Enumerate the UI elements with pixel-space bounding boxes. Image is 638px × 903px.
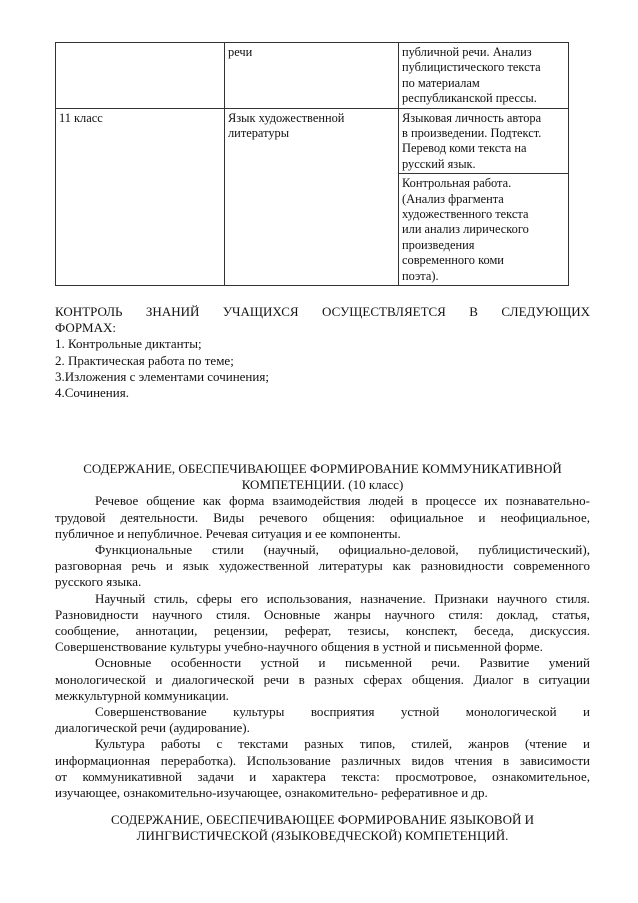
word: Разновидности — [55, 606, 139, 622]
word: научного — [497, 590, 548, 606]
word: в — [503, 752, 510, 768]
word: устной — [260, 655, 300, 671]
word: сферах — [363, 671, 403, 687]
topic-cell — [225, 108, 399, 285]
control-heading — [55, 304, 590, 320]
word: рецензии, — [213, 623, 269, 639]
cell-line: русский язык. — [402, 156, 476, 171]
table-row — [56, 43, 569, 109]
word: разновидности — [420, 558, 504, 574]
word: познавательно- — [505, 493, 590, 509]
word: стиля: — [448, 606, 483, 622]
cell-line: Перевод коми текста на — [402, 141, 527, 156]
word: дискуссия. — [530, 623, 590, 639]
word: общение — [146, 493, 195, 509]
paragraph-line: диалогической речи (аудирование). — [55, 720, 250, 736]
word: Речевое — [95, 493, 139, 509]
word: стили — [211, 542, 244, 558]
grade-cell — [56, 43, 225, 109]
word: конспект, — [405, 623, 458, 639]
word: ситуации — [538, 671, 590, 687]
word: восприятия — [310, 704, 375, 720]
word: с — [216, 736, 223, 752]
word: УЧАЩИХСЯ — [222, 304, 299, 319]
control-heading-end: ФОРМАХ: — [55, 320, 116, 336]
word: переработка). — [160, 752, 237, 768]
content-cell — [399, 174, 569, 286]
section-linguistic — [55, 812, 590, 844]
word: неофициальное, — [500, 509, 590, 525]
word: В — [469, 304, 478, 319]
cell-line: или анализ лирического — [402, 222, 529, 237]
word: как — [392, 558, 411, 574]
cell-line: в произведении. Подтекст. — [402, 126, 542, 141]
word: деятельности. — [120, 509, 199, 525]
word: научного — [384, 606, 435, 622]
word: общения: — [322, 509, 375, 525]
cell-line: Контрольная работа. — [402, 176, 512, 191]
word: ОСУЩЕСТВЛЯЕТСЯ — [322, 304, 446, 319]
list-item: 4.Сочинения. — [55, 385, 129, 401]
word: речь — [131, 558, 156, 574]
word: в — [523, 671, 530, 687]
word: Совершенствование — [95, 704, 207, 720]
word: в — [298, 671, 305, 687]
word: и — [165, 558, 173, 574]
cell-line: литературы — [228, 126, 290, 141]
word: людей — [368, 493, 404, 509]
word: характера — [271, 768, 326, 784]
word: и — [478, 509, 486, 525]
word: и — [249, 768, 257, 784]
word: Основные — [263, 606, 321, 622]
word: разных — [314, 671, 354, 687]
word: Использование — [246, 752, 331, 768]
word: речи — [263, 671, 290, 687]
word: научного — [152, 606, 203, 622]
word: как — [202, 493, 222, 509]
word: сообщение, — [55, 623, 120, 639]
word: беседа, — [474, 623, 514, 639]
word: Научный — [95, 590, 146, 606]
paragraph-line: публичное и непубличное. Речевая ситуация и ее компоненты. — [55, 525, 401, 541]
word: особенности — [170, 655, 242, 671]
grade-cell — [56, 108, 225, 285]
word: и — [582, 736, 590, 752]
word: СЛЕДУЮЩИХ — [501, 304, 590, 319]
paragraph-line — [55, 655, 590, 671]
cell-line: Язык художественной — [228, 110, 345, 125]
paragraph-line — [55, 493, 590, 509]
word: взаимодействия — [272, 493, 361, 509]
paragraph-line — [55, 623, 590, 639]
section-title: ЛИНГВИСТИЧЕСКОЙ (ЯЗЫКОВЕДЧЕСКОЙ) КОМПЕТЕНЦИЙ. — [136, 828, 509, 844]
word: стиля. — [216, 606, 251, 622]
word: использования, — [266, 590, 352, 606]
word: сферы — [196, 590, 233, 606]
section-title: СОДЕРЖАНИЕ, ОБЕСПЕЧИВАЮЩЕЕ ФОРМИРОВАНИЕ КОММУНИКАТИВНОЙ — [83, 461, 562, 476]
word: Основные — [95, 655, 152, 671]
word: умений — [548, 655, 590, 671]
paragraph-line: изучающее, ознакомительно-изучающее, ознакомительно- реферативное и др. — [55, 785, 488, 801]
word: художественной — [218, 558, 309, 574]
content-cell — [399, 108, 569, 174]
word: и — [155, 671, 163, 687]
word: КОНТРОЛЬ — [55, 304, 123, 319]
cell-line: современного коми — [402, 253, 504, 268]
cell-line: республиканской прессы. — [402, 91, 537, 106]
word: Развитие — [479, 655, 530, 671]
word: реферат, — [284, 623, 332, 639]
section-title: КОМПЕТЕНЦИИ. (10 класс) — [241, 477, 404, 493]
cell-line: публичной речи. Анализ — [402, 45, 532, 59]
word: и — [318, 655, 326, 671]
paragraph-line: межкультурной коммуникации. — [55, 687, 229, 703]
word: Функциональные — [95, 542, 193, 558]
word: стиль, — [153, 590, 188, 606]
word: официальное — [390, 509, 464, 525]
word: письменной — [344, 655, 412, 671]
word: монологической — [55, 671, 146, 687]
word: чтения — [454, 752, 493, 768]
word: ознакомительное, — [492, 768, 590, 784]
word: информационная — [55, 752, 151, 768]
word: речи. — [431, 655, 461, 671]
word: различных — [341, 752, 401, 768]
cell-line: произведения — [402, 237, 475, 252]
word: видов — [411, 752, 444, 768]
word: просмотровое, — [395, 768, 477, 784]
word: публицистический), — [478, 542, 590, 558]
paragraph-line — [55, 591, 590, 607]
cell-line: публицистического текста — [402, 60, 541, 75]
section-communicative — [55, 461, 590, 801]
word: в — [411, 493, 418, 509]
cell-line: речи — [228, 45, 253, 59]
cell-line: 11 класс — [59, 110, 103, 125]
table-row — [56, 108, 569, 174]
word: доклад, — [496, 606, 539, 622]
paragraph-line — [55, 607, 590, 623]
list-item: 2. Практическая работа по теме; — [55, 352, 234, 368]
paragraph-line — [55, 753, 590, 769]
word: литературы — [318, 558, 383, 574]
word: статья, — [552, 606, 590, 622]
word: коммуникативной — [82, 768, 183, 784]
word: текста: — [341, 768, 380, 784]
word: Виды — [213, 509, 245, 525]
word: разговорная — [55, 558, 122, 574]
paragraph-line — [55, 736, 590, 752]
word: трудовой — [55, 509, 106, 525]
word: форма — [229, 493, 265, 509]
content-cell — [399, 43, 569, 109]
word: (научный, — [263, 542, 319, 558]
paragraph-line — [55, 769, 590, 785]
cell-line: поэта). — [402, 268, 439, 283]
word: диалогической — [171, 671, 255, 687]
word: работы — [160, 736, 201, 752]
word: ЗНАНИЙ — [145, 304, 200, 319]
word: устной — [400, 704, 440, 720]
word: (чтение — [524, 736, 567, 752]
word: и — [583, 704, 590, 720]
cell-line: художественного текста — [402, 207, 529, 222]
word: назначение. — [360, 590, 426, 606]
word: современного — [513, 558, 590, 574]
word: стиля. — [555, 590, 590, 606]
curriculum-table — [55, 42, 569, 286]
topic-cell — [225, 43, 399, 109]
list-item: 3.Изложения с элементами сочинения; — [55, 368, 269, 384]
word: зависимости — [519, 752, 590, 768]
word: жанры — [333, 606, 371, 622]
word: процессе — [425, 493, 477, 509]
word: разных — [304, 736, 344, 752]
word: Признаки — [434, 590, 489, 606]
section-title: СОДЕРЖАНИЕ, ОБЕСПЕЧИВАЮЩЕЕ ФОРМИРОВАНИЕ ЯЗЫКОВОЙ И — [110, 812, 535, 827]
paragraph-line — [55, 510, 590, 526]
word: язык — [182, 558, 209, 574]
word: от — [55, 768, 68, 784]
control-forms-block — [55, 304, 590, 401]
paragraph-line — [55, 672, 590, 688]
word: жанров — [468, 736, 509, 752]
cell-line: (Анализ фрагмента — [402, 191, 504, 206]
paragraph-line — [55, 704, 590, 720]
paragraph-line — [55, 558, 590, 574]
word: монологической — [465, 704, 557, 720]
cell-line: Языковая личность автора — [402, 110, 542, 125]
word: официально-деловой, — [338, 542, 459, 558]
paragraph-line: Совершенствование культуры учебно-научного общения в устной и письменной форме. — [55, 639, 543, 655]
word: Диалог — [473, 671, 514, 687]
paragraph-line — [55, 542, 590, 558]
control-forms-list — [55, 336, 590, 401]
word: речевого — [259, 509, 308, 525]
word: тезисы, — [347, 623, 390, 639]
word: типов, — [359, 736, 396, 752]
cell-line: по материалам — [402, 75, 480, 90]
word: стилей, — [411, 736, 453, 752]
word: текстами — [238, 736, 289, 752]
word: Культура — [95, 736, 145, 752]
word: общения. — [411, 671, 464, 687]
word: их — [484, 493, 498, 509]
word: его — [240, 590, 259, 606]
curriculum-table-body — [56, 43, 569, 286]
paragraph-line: русского языка. — [55, 574, 142, 590]
word: задачи — [197, 768, 234, 784]
list-item: 1. Контрольные диктанты; — [55, 336, 202, 352]
word: аннотации, — [135, 623, 198, 639]
word: культуры — [233, 704, 285, 720]
